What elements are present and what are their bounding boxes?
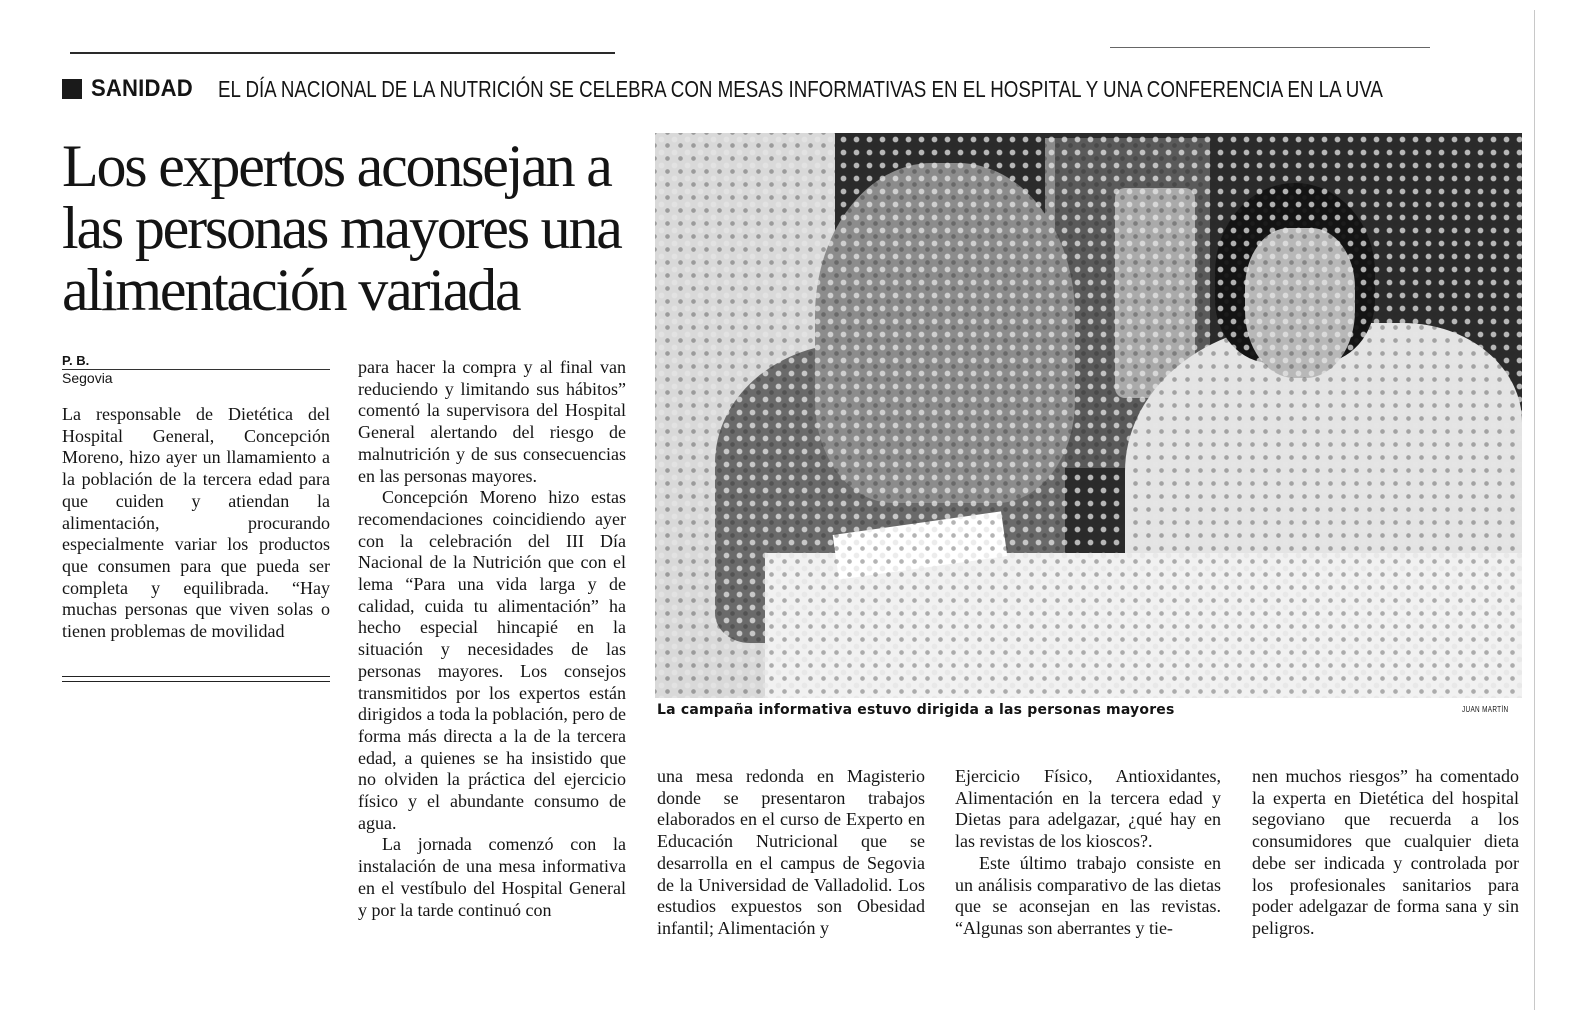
- photo-caption: La campaña informativa estuvo dirigida a las personas mayores: [657, 702, 1175, 718]
- news-photo: [655, 133, 1522, 698]
- kicker-text: EL DÍA NACIONAL DE LA NUTRICIÓN SE CELEBRA CON MESAS INFORMATIVAS EN EL HOSPITAL Y UNA CONFERENCIA EN LA UVA: [217, 75, 1383, 102]
- top-rule-right: [1110, 47, 1430, 48]
- paragraph: La responsable de Dietética del Hospital General, Concepción Moreno, hizo ayer un llamamiento a la población de la tercera edad para que cuiden y atiendan la alimentación, procurando especialmente variar los productos que consumen para que pueda ser completa y equilibrada. “Hay muchas personas que viven solas o tienen problemas de movilidad: [62, 404, 330, 642]
- kicker-square-icon: [62, 79, 82, 99]
- section-kicker: [62, 72, 1532, 106]
- body-column-1: [62, 404, 330, 643]
- byline-author: P. B.: [62, 353, 90, 368]
- paragraph: una mesa redonda en Magisterio donde se presentaron trabajos elaborados en el curso de Experto en Educación Nutricional que se desarrolla en el campus de Segovia de la Universidad de Valladolid. Los estudios expuestos son Obesidad infantil; Alimentación y: [657, 766, 925, 938]
- body-column-4: [955, 766, 1221, 940]
- paragraph: Este último trabajo consiste en un análisis comparativo de las dietas que se aconsejan en las revistas. “Algunas son aberrantes y tie-: [955, 852, 1221, 938]
- paragraph: Ejercicio Físico, Antioxidantes, Alimentación en la tercera edad y Dietas para adelgazar, ¿qué hay en las revistas de los kioscos?.: [955, 766, 1221, 852]
- paragraph: para hacer la compra y al final van reduciendo y limitando sus hábitos” comentó la supervisora del Hospital General alertando del riesgo de malnutrición y de sus consecuencias en las personas mayores.: [358, 357, 626, 486]
- column-end-rule: [62, 676, 330, 677]
- top-rule-left: [70, 52, 615, 54]
- byline-place: Segovia: [62, 370, 113, 386]
- page-edge-line: [1534, 10, 1535, 1010]
- body-column-2: [358, 357, 626, 921]
- paragraph: nen muchos riesgos” ha comentado la experta en Dietética del hospital segoviano que recuerda a los consumidores que cualquier dieta debe ser indicada y controlada por los profesionales sanitarios para poder adelgazar de forma sana y sin peligros.: [1252, 766, 1519, 938]
- photo-credit: JUAN MARTÍN: [1462, 705, 1509, 714]
- section-label: SANIDAD: [91, 75, 193, 102]
- body-column-5: [1252, 766, 1519, 940]
- column-end-rule: [62, 681, 330, 682]
- headline: Los expertos aconsejan a las personas mayores una alimentación variada: [62, 133, 621, 323]
- paragraph: La jornada comenzó con la instalación de una mesa informativa en el vestíbulo del Hospital General y por la tarde continuó con: [358, 834, 626, 920]
- paragraph: Concepción Moreno hizo estas recomendaciones coincidiendo ayer con la celebración del III Día Nacional de la Nutrición que con el lema “Para una vida larga y de calidad, cuida tu alimentación” ha hecho especial hincapié en la situación y necesidades de las personas mayores. Los consejos transmitidos por los expertos están dirigidos a toda la población, pero de forma más directa a la de la tercera edad, a quienes se ha insistido que no olviden la práctica del ejercicio físico y el abundante consumo de agua.: [358, 487, 626, 833]
- body-column-3: [657, 766, 925, 940]
